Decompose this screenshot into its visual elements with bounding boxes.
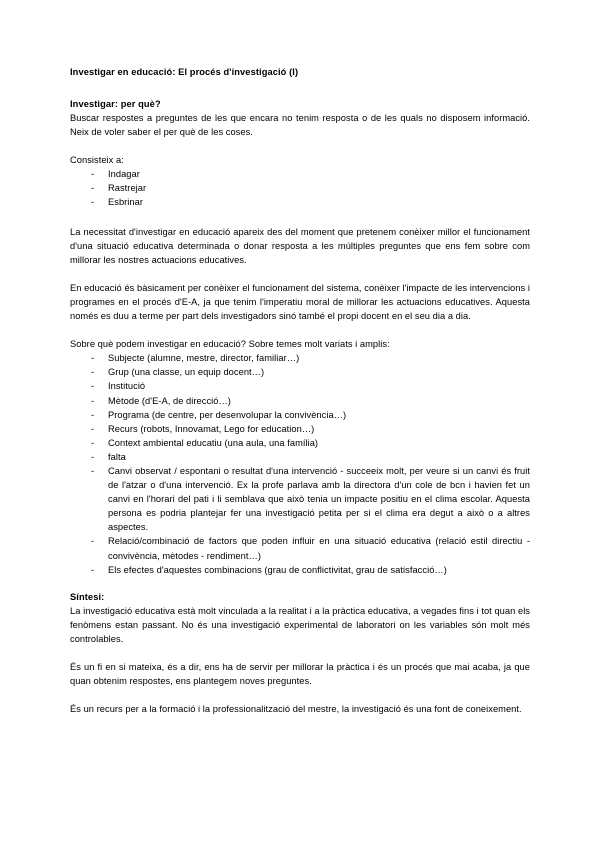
list-item (70, 464, 530, 534)
dash-marker-icon: - (91, 536, 95, 547)
dash-marker-icon: - (91, 183, 95, 194)
list-item (70, 351, 530, 365)
spacer (70, 688, 530, 702)
paragraph-necessitat: La necessitat d'investigar en educació apareix des del moment que pretenem conèixer millor el funcionament d'una situació educativa determinada o donar resposta a les múltiples preguntes que ens fem sobre com millorar les nostres actuacions educatives. (70, 226, 530, 265)
paragraph-sintesi-2: És un fi en si mateixa, és a dir, ens ha de servir per millorar la pràctica i és un procés que mai acaba, ja que quan obtenim respostes, ens plantegem noves preguntes. (70, 662, 530, 687)
list-item-label: Rastrejar (108, 183, 147, 194)
list-item-label: Mètode (d'E-A, de direcció…) (108, 395, 231, 406)
list-item (70, 365, 530, 379)
consisteix-lead: Consisteix a: (70, 155, 124, 166)
paragraph-sintesi-1: La investigació educativa està molt vinculada a la realitat i a la pràctica educativa, a vegades fins i tot quan els fenòmens estan passant. No és una investigació experimental de laboratori on les variables són molt més controlables. (70, 605, 530, 644)
list-item-label: Canvi observat / espontani o resultat d'una intervenció - succeeix molt, per veure si un canvi és fruit de l'atzar o d'una intervenció. Ex la profe parlava amb la directora d'un cole de bcn i havien fet un canvi en l'horari del pati i li semblava que això tenia un impacte positiu en el clima escolar. Aquesta persona es podria plantejar fer una investigació petita per si el clima era degut a això o a altres aspectes. (108, 465, 530, 533)
list-item-label: Relació/combinació de factors que poden influir en una situació educativa (relació estil directiu - convivència, mètodes - rendiment…) (108, 536, 530, 561)
dash-marker-icon: - (91, 465, 95, 476)
document-body (70, 66, 530, 716)
dash-marker-icon: - (91, 409, 95, 420)
list-item (70, 422, 530, 436)
dash-marker-icon: - (91, 564, 95, 575)
list-item (70, 436, 530, 450)
spacer (70, 139, 530, 153)
spacer (70, 210, 530, 225)
dash-marker-icon: - (91, 395, 95, 406)
list-item (70, 408, 530, 422)
temes-list (70, 351, 530, 577)
spacer (70, 267, 530, 281)
list-item (70, 563, 530, 577)
dash-marker-icon: - (91, 451, 95, 462)
list-item-label: Programa (de centre, per desenvolupar la convivència…) (108, 409, 347, 420)
list-item-label: Recurs (robots, Innovamat, Lego for education…) (108, 423, 315, 434)
dash-marker-icon: - (91, 353, 95, 364)
temes-lead: Sobre què podem investigar en educació? Sobre temes molt variats i amplis: (70, 339, 390, 350)
list-item (70, 394, 530, 408)
list-item-label: Indagar (108, 169, 140, 180)
dash-marker-icon: - (91, 197, 95, 208)
list-item-label: Grup (una classe, un equip docent…) (108, 367, 265, 378)
dash-marker-icon: - (91, 437, 95, 448)
list-item (70, 181, 530, 195)
list-item (70, 534, 530, 562)
list-item-label: Subjecte (alumne, mestre, director, familiar…) (108, 353, 300, 364)
page-title: Investigar en educació: El procés d'investigació (I) (70, 67, 299, 77)
dash-marker-icon: - (91, 381, 95, 392)
spacer (70, 323, 530, 337)
dash-marker-icon: - (91, 169, 95, 180)
list-item (70, 195, 530, 209)
consisteix-list (70, 167, 530, 209)
spacer (70, 577, 530, 591)
list-item (70, 167, 530, 181)
paragraph-sintesi-3: És un recurs per a la formació i la professionalització del mestre, la investigació és una font de coneixement. (70, 704, 522, 715)
dash-marker-icon: - (91, 367, 95, 378)
section-heading-investigar: Investigar: per què? (70, 99, 161, 109)
list-item-label: Context ambiental educatiu (una aula, una família) (108, 437, 319, 448)
paragraph-en-educacio: En educació és bàsicament per conèixer el funcionament del sistema, conèixer l'impacte de les intervencions i programes en el procés d'E-A, ja que tenim l'imperatiu moral de millorar les actuacions educatives. Aquesta només es duu a terme per part dels investigadors sinó també el propi docent en el seu dia a dia. (70, 282, 530, 322)
spacer (70, 646, 530, 660)
list-item (70, 450, 530, 464)
section-heading-sintesi: Síntesi: (70, 591, 105, 602)
list-item (70, 379, 530, 393)
paragraph-investigar: Buscar respostes a preguntes de les que encara no tenim resposta o de les quals no disposem informació. Neix de voler saber el per què de les coses. (70, 113, 530, 138)
list-item-label: Institució (108, 381, 146, 392)
dash-marker-icon: - (91, 423, 95, 434)
list-item-label: falta (108, 451, 126, 462)
list-item-label: Els efectes d'aquestes combinacions (grau de conflictivitat, grau de satisfacció…) (108, 564, 447, 575)
list-item-label: Esbrinar (108, 197, 143, 208)
